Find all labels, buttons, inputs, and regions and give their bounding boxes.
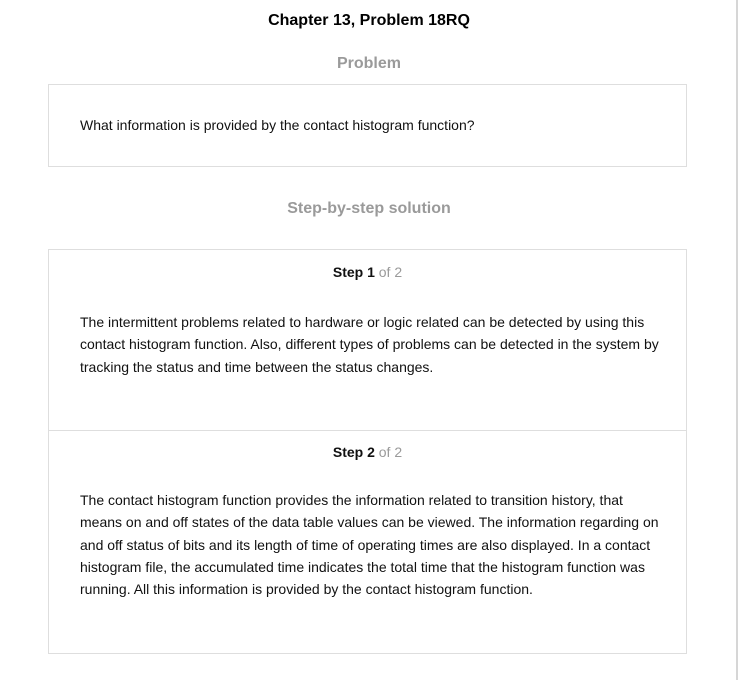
step-2-total: of 2: [378, 444, 403, 460]
problem-box: [48, 84, 687, 167]
step-1-number: Step 1: [332, 264, 375, 280]
solution-heading: Step-by-step solution: [287, 200, 451, 217]
step-1-label: [49, 264, 686, 280]
page-title: Chapter 13, Problem 18RQ: [268, 12, 470, 29]
step-1: [49, 250, 686, 431]
step-2-text: The contact histogram function provides the information related to transition history, that means on and off states of the data table values can be viewed. The information regarding on and off status of bits and its length of time of operating times are also displayed. In a contact histogram file, the accumulated time indicates the total time that the histogram function was running. All this information is provided by the contact histogram function.: [80, 492, 659, 598]
step-2-number: Step 2: [332, 444, 375, 460]
step-2-label: [49, 444, 686, 460]
problem-text: What information is provided by the contact histogram function?: [80, 117, 475, 133]
step-1-total: of 2: [378, 264, 403, 280]
step-1-text: The intermittent problems related to hardware or logic related can be detected by using this contact histogram function. Also, different types of problems can be detected in the system by tracking the status and time between the status changes.: [80, 314, 659, 375]
step-2: [49, 430, 686, 653]
solution-box: [48, 249, 687, 654]
problem-heading: Problem: [336, 55, 401, 72]
